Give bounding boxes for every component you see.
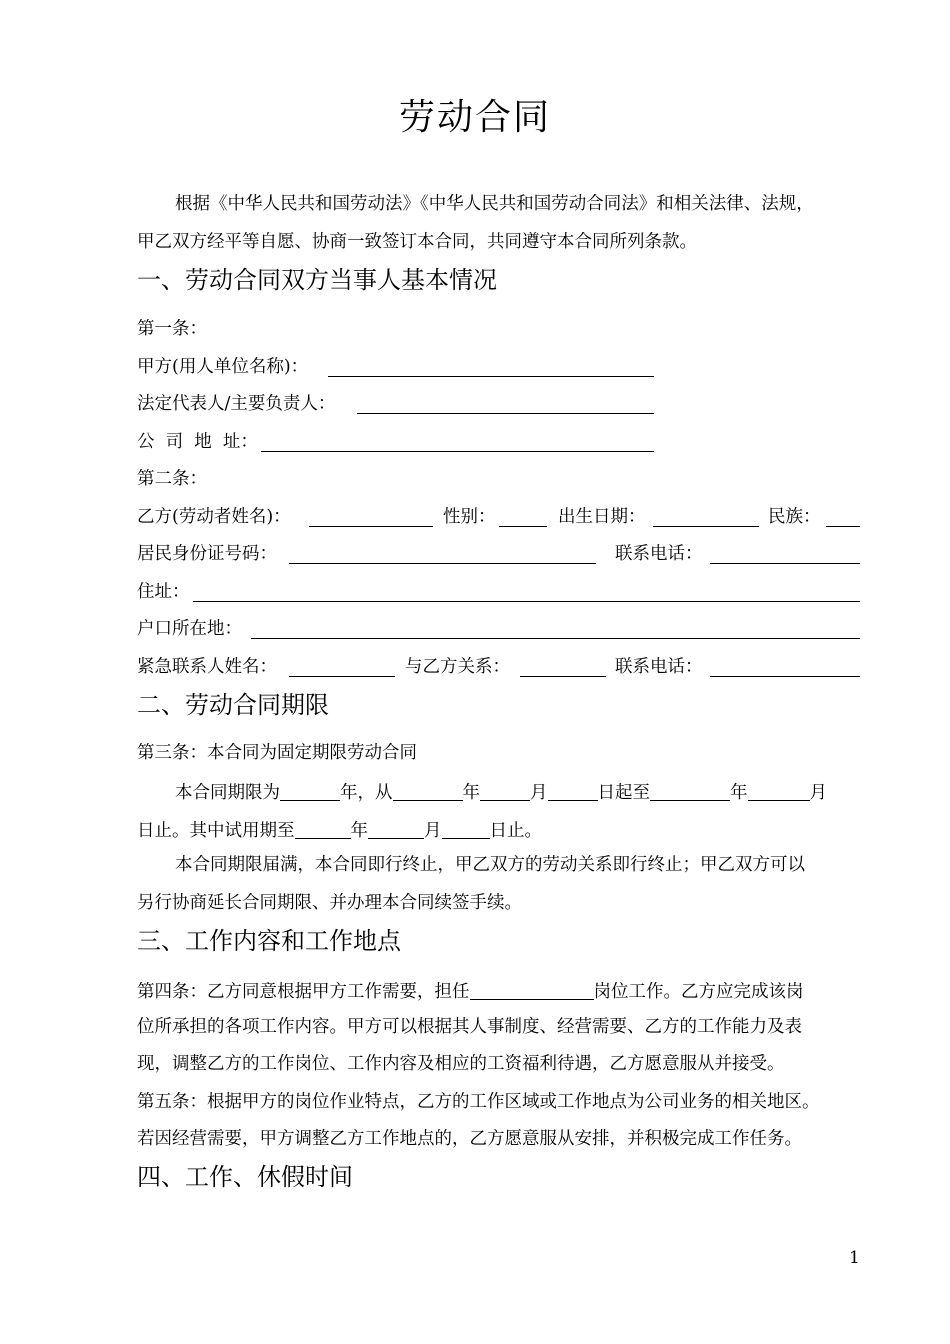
- company-address-field[interactable]: [261, 451, 654, 452]
- probation-day-field[interactable]: [442, 820, 490, 839]
- phone-label: 联系电话：: [615, 544, 703, 564]
- birth-date-field[interactable]: [653, 526, 759, 527]
- emergency-contact-label: 紧急联系人姓名：: [137, 657, 277, 677]
- term-line-1: [175, 782, 827, 803]
- article-4-line-1: [137, 981, 804, 1002]
- day-from-label: 日起至: [597, 783, 650, 803]
- party-a-label: 甲方(用人单位名称)：: [137, 357, 309, 377]
- article-4-line-3: 现，调整乙方的工作岗位、工作内容及相应的工资福利待遇，乙方愿意服从并接受。: [137, 1054, 785, 1074]
- emergency-contact-field[interactable]: [289, 676, 395, 677]
- month-label: 月: [424, 821, 442, 841]
- year-label: 年: [730, 783, 748, 803]
- month-label: 月: [809, 783, 827, 803]
- relation-label: 与乙方关系：: [405, 657, 510, 677]
- day-end-label: 日止。其中试用期至: [137, 821, 295, 841]
- address-label: 住址：: [137, 582, 190, 602]
- article-1-label: 第一条：: [137, 319, 207, 339]
- from-label: ，从: [357, 783, 393, 803]
- term-years-field[interactable]: [280, 782, 340, 801]
- ethnicity-label: 民族：: [768, 507, 821, 527]
- year-label: 年: [462, 783, 480, 803]
- gender-field[interactable]: [499, 526, 547, 527]
- phone2-field[interactable]: [710, 676, 860, 677]
- birth-date-label: 出生日期：: [558, 507, 646, 527]
- section-3-heading: 三、工作内容和工作地点: [137, 927, 401, 955]
- party-a-field[interactable]: [328, 376, 654, 377]
- relation-field[interactable]: [520, 676, 606, 677]
- start-day-field[interactable]: [548, 782, 598, 801]
- start-month-field[interactable]: [480, 782, 530, 801]
- intro-line-2: 甲乙双方经平等自愿、协商一致签订本合同，共同遵守本合同所列条款。: [137, 232, 697, 252]
- article-2-label: 第二条：: [137, 469, 207, 489]
- phone-field[interactable]: [710, 563, 860, 564]
- hukou-label: 户口所在地：: [137, 619, 242, 639]
- hukou-field[interactable]: [251, 638, 860, 639]
- phone2-label: 联系电话：: [615, 657, 703, 677]
- probation-year-field[interactable]: [295, 820, 351, 839]
- page-number: 1: [849, 1248, 860, 1268]
- year-label: 年: [350, 821, 368, 841]
- end-label: 日止。: [489, 821, 542, 841]
- month-label: 月: [530, 783, 548, 803]
- end-year-field[interactable]: [650, 782, 730, 801]
- section-1-heading: 一、劳动合同双方当事人基本情况: [137, 266, 497, 294]
- id-number-field[interactable]: [289, 563, 596, 564]
- term-label: 本合同期限为: [175, 783, 280, 803]
- expiry-line-1: 本合同期限届满，本合同即行终止，甲乙双方的劳动关系即行终止；甲乙双方可以: [175, 855, 805, 875]
- article-4-text-b: 岗位工作。乙方应完成该岗: [593, 982, 804, 1002]
- year-label: 年: [340, 783, 358, 803]
- company-address-label: 公 司 地 址：: [137, 432, 258, 452]
- party-b-name-field[interactable]: [309, 526, 433, 527]
- article-4-line-2: 位所承担的各项工作内容。甲方可以根据其人事制度、经营需要、乙方的工作能力及表: [137, 1017, 802, 1037]
- address-field[interactable]: [193, 601, 860, 602]
- id-number-label: 居民身份证号码：: [137, 544, 277, 564]
- section-2-heading: 二、劳动合同期限: [137, 691, 329, 719]
- document-title: 劳动合同: [398, 97, 551, 138]
- probation-month-field[interactable]: [368, 820, 424, 839]
- article-4-text-a: 第四条：乙方同意根据甲方工作需要，担任: [137, 982, 470, 1002]
- intro-line-1: 根据《中华人民共和国劳动法》《中华人民共和国劳动合同法》和相关法律、法规，: [175, 194, 814, 214]
- ethnicity-field[interactable]: [826, 526, 860, 527]
- start-year-field[interactable]: [393, 782, 463, 801]
- article-3: 第三条：本合同为固定期限劳动合同: [137, 743, 417, 763]
- term-line-2: [137, 820, 542, 841]
- position-field[interactable]: [470, 981, 594, 1000]
- legal-rep-field[interactable]: [357, 413, 654, 414]
- legal-rep-label: 法定代表人/主要负责人：: [137, 394, 336, 414]
- end-month-field[interactable]: [748, 782, 810, 801]
- gender-label: 性别：: [443, 507, 496, 527]
- section-4-heading: 四、工作、休假时间: [137, 1163, 353, 1191]
- article-5-line-2: 若因经营需要，甲方调整乙方工作地点的，乙方愿意服从安排，并积极完成工作任务。: [137, 1129, 802, 1149]
- article-5-line-1: 第五条：根据甲方的岗位作业特点，乙方的工作区域或工作地点为公司业务的相关地区。: [137, 1092, 820, 1112]
- expiry-line-2: 另行协商延长合同期限、并办理本合同续签手续。: [137, 893, 522, 913]
- party-b-label: 乙方(劳动者姓名)：: [137, 507, 291, 527]
